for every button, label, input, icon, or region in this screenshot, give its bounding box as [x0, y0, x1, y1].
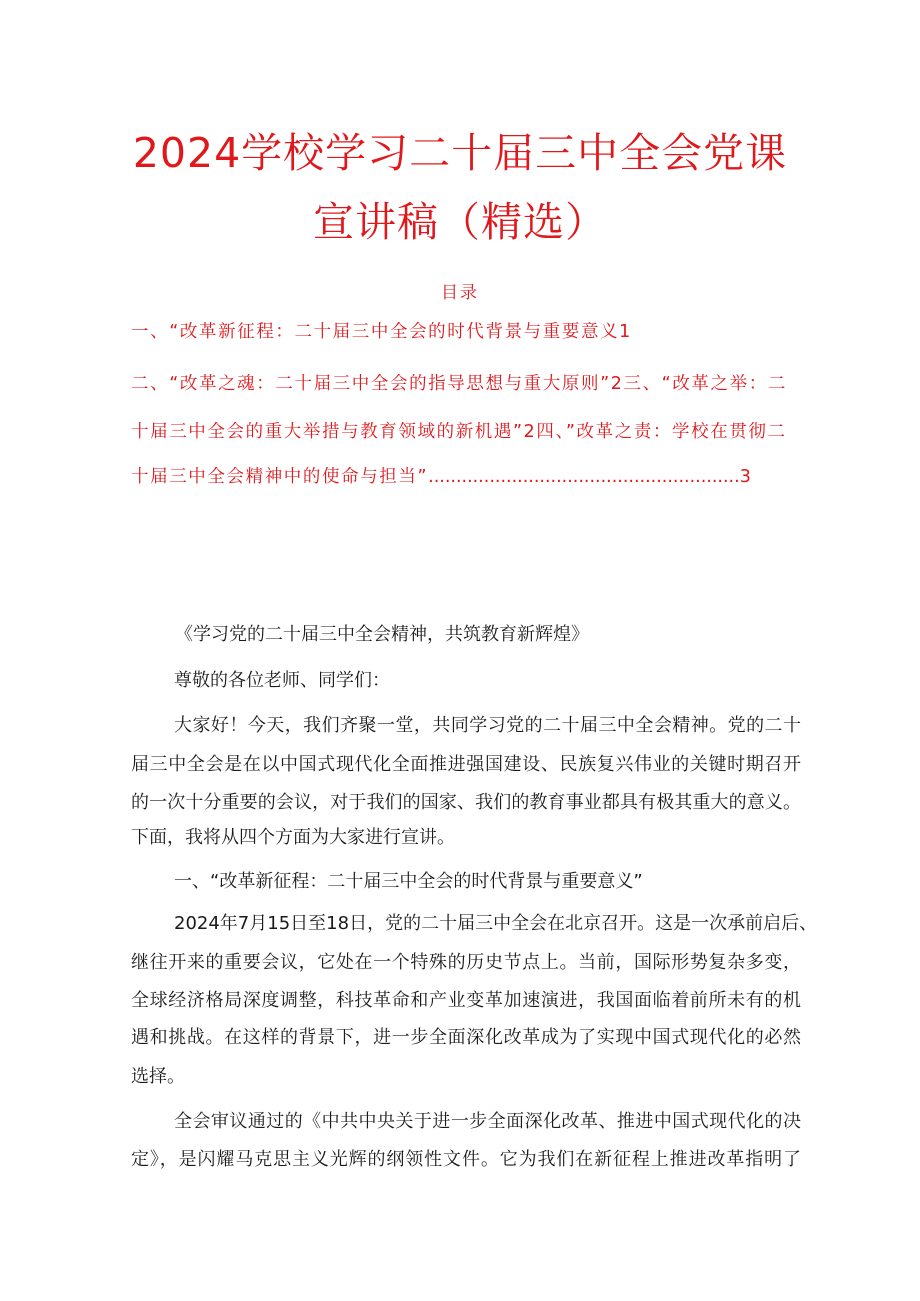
toc-page-number: 3 — [739, 467, 753, 487]
para1-line-2: 届三中全会是在以中国式现代化全面推进强国建设、民族复兴伟业的关键时期召开 — [131, 754, 801, 775]
para2-line-4: 遇和挑战。在这样的背景下，进一步全面深化改革成为了实现中国式现代化的必然 — [131, 1027, 801, 1048]
para2-line-5: 选择。 — [131, 1066, 185, 1087]
toc-entry-1[interactable]: 一、“改革新征程：二十届三中全会的时代背景与重要意义1 — [131, 322, 632, 342]
document-title-line-2: 宣讲稿（精选） — [313, 198, 607, 246]
para2-line-3: 全球经济格局深度调整，科技革命和产业变革加速演进，我国面临着前所未有的机 — [131, 990, 801, 1011]
para1-line-1: 大家好！今天，我们齐聚一堂，共同学习党的二十届三中全会精神。党的二十 — [174, 715, 801, 736]
para3-line-1: 全会审议通过的《中共中央关于进一步全面深化改革、推进中国式现代化的决 — [174, 1111, 801, 1132]
toc-entry-2[interactable]: 二、“改革之魂：二十届三中全会的指导思想与重大原则”2三、“改革之举：二 — [131, 374, 787, 394]
document-title-line-1: 2024学校学习二十届三中全会党课 — [132, 129, 788, 177]
para2-line-2: 继往开来的重要会议，它处在一个特殊的历史节点上。当前，国际形势复杂多变， — [131, 952, 801, 973]
toc-entry-4[interactable] — [131, 469, 801, 487]
para1-line-3: 的一次十分重要的会议，对于我们的国家、我们的教育事业都具有极其重大的意义。 — [131, 792, 801, 813]
para3-line-2: 定》，是闪耀马克思主义光辉的纲领性文件。它为我们在新征程上推进改革指明了 — [131, 1149, 801, 1170]
para1-line-4: 下面，我将从四个方面为大家进行宣讲。 — [131, 827, 455, 848]
para2-line-1: 2024年7月15日至18日，党的二十届三中全会在北京召开。这是一次承前启后、 — [174, 913, 818, 934]
toc-entry-3[interactable]: 十届三中全会的重大举措与教育领域的新机遇”2四、”改革之责：学校在贯彻二 — [131, 422, 787, 442]
toc-entry-4-text: 十届三中全会精神中的使命与担当” — [131, 467, 429, 487]
toc-leader-dots: ........................................................ — [428, 467, 740, 487]
speech-title: 《学习党的二十届三中全会精神，共筑教育新辉煌》 — [175, 624, 589, 645]
toc-heading: 目录 — [441, 283, 479, 303]
section1-heading: 一、“改革新征程：二十届三中全会的时代背景与重要意义” — [174, 871, 643, 892]
greeting: 尊敬的各位老师、同学们： — [174, 670, 390, 691]
